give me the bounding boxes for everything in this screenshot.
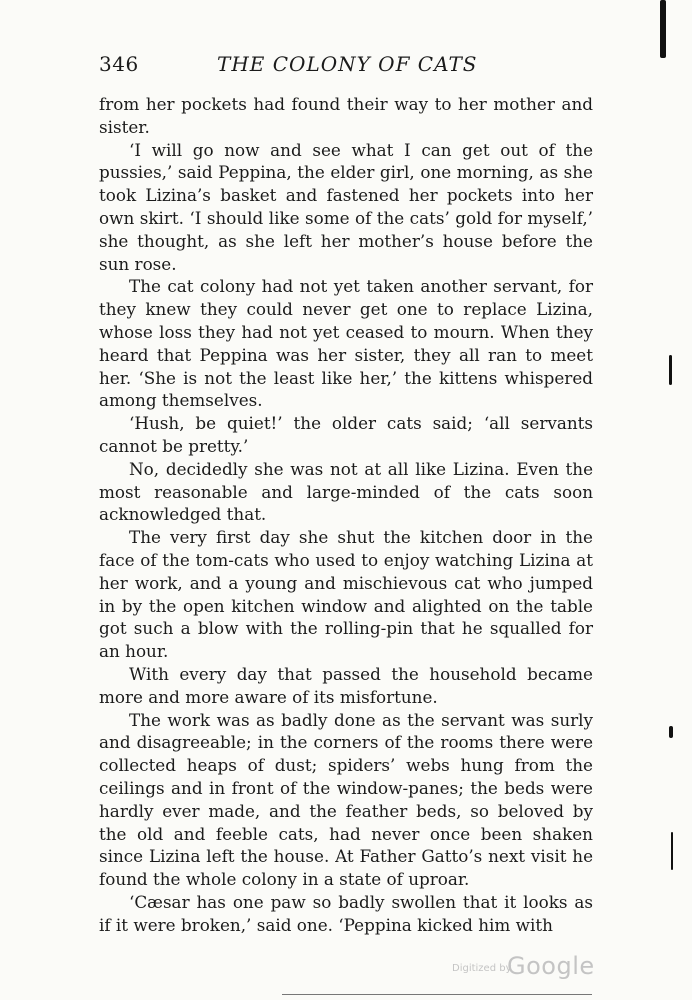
page-number: 346 <box>99 52 139 76</box>
paragraph: The cat colony had not yet taken another servant, for they knew they could never get one to replace Lizina, whose loss they had not yet ceased to mourn. When they heard that Peppina was her sister, they all ran to meet her. ‘She is not the least like her,’ the kittens whispered among themselves. <box>99 276 593 411</box>
paragraph: ‘I will go now and see what I can get out of the pussies,’ said Peppina, the elder girl, one morning, as she took Lizina’s basket and fastened her pockets into her own skirt. ‘I should like some of the cats’ gold for myself,’ she thought, as she left her mother’s house before the sun rose. <box>99 139 593 274</box>
scan-edge-mark <box>669 355 672 385</box>
paragraph: No, decidedly she was not at all like Lizina. Even the most reasonable and large-minded of the cats soon acknowledged that. <box>99 458 593 525</box>
paragraph: With every day that passed the household became more and more aware of its misfortune. <box>99 663 593 707</box>
scan-edge-mark <box>669 726 673 738</box>
paragraph: from her pockets had found their way to her mother and sister. <box>99 94 593 137</box>
scan-edge-mark <box>671 832 673 870</box>
paragraph: ‘Cæsar has one paw so badly swollen that it looks as if it were broken,’ said one. ‘Peppina kicked him with <box>99 891 593 935</box>
footer-rule <box>282 994 592 995</box>
page-header <box>99 52 593 86</box>
watermark-prefix: Digitized by <box>452 963 512 974</box>
paragraph: ‘Hush, be quiet!’ the older cats said; ‘all servants cannot be pretty.’ <box>99 413 593 456</box>
running-title: THE COLONY OF CATS <box>217 52 478 76</box>
body-text <box>99 93 593 936</box>
paragraph: The work was as badly done as the servant was surly and disagreeable; in the corners of the rooms there were collected heaps of dust; spiders’ webs hung from the ceilings and in front of the window-panes; the beds were hardly ever made, and the feather beds, so beloved by the old and feeble cats, had never once been shaken since Lizina left the house. At Father Gatto’s next visit he found the whole colony in a state of uproar. <box>99 709 593 890</box>
paragraph: The very first day she shut the kitchen door in the face of the tom-cats who used to enjoy watching Lizina at her work, and a young and mischievous cat who jumped in by the open kitchen window and alighted on the table got such a blow with the rolling-pin that he squalled for an hour. <box>99 527 593 662</box>
digitized-watermark <box>452 952 595 980</box>
google-logo: Google <box>507 952 595 980</box>
scan-edge-mark <box>660 0 666 58</box>
